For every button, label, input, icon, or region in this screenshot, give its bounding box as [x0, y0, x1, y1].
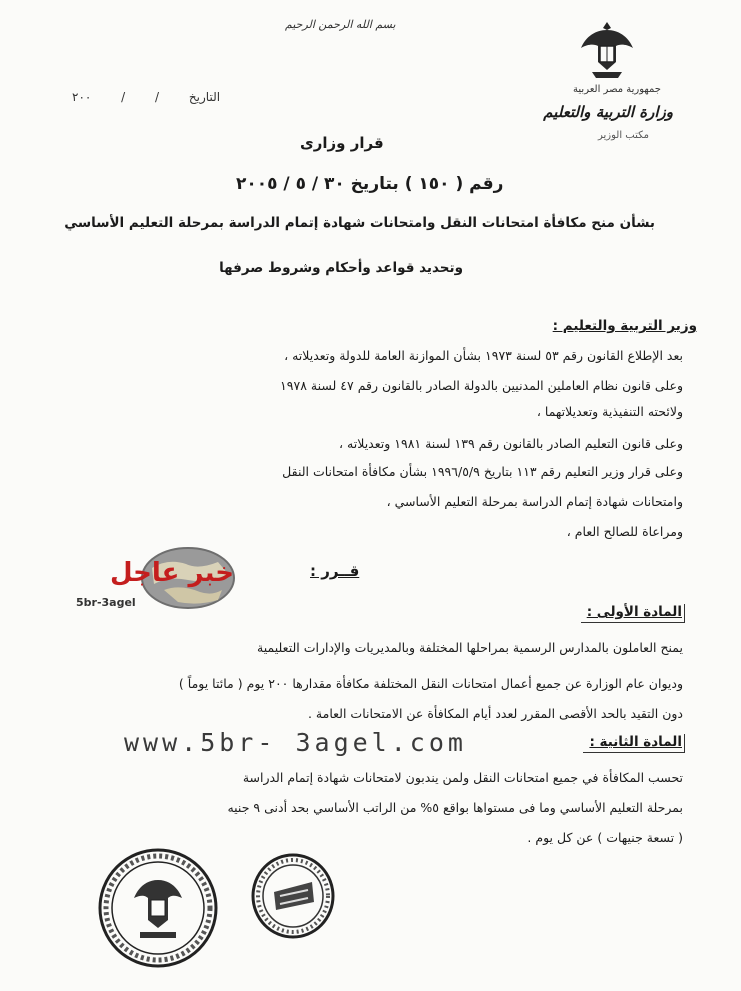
- ministry-country: جمهورية مصر العربية: [573, 84, 661, 95]
- decided-heading: قــرر :: [310, 562, 360, 580]
- preamble-line: وعلى قانون التعليم الصادر بالقانون رقم ١٣٩ لسنة ١٩٨١ وتعديلاته ،: [339, 436, 683, 451]
- article-1-line: يمنح العاملون بالمدارس الرسمية بمراحلها المختلفة وبالمديريات والإدارات التعليمية: [257, 640, 683, 655]
- date-separator: /: [121, 90, 126, 104]
- decision-number: رقم ( ١٥٠ ) بتاريخ ٣٠ / ٥ / ٢٠٠٥: [236, 174, 504, 194]
- article-2-line: بمرحلة التعليم الأساسي وما فى مستواها بواقع ٥% من الراتب الأساسي بحد أدنى ٩ جنيه: [227, 800, 683, 815]
- official-seal-icon: [96, 846, 220, 970]
- basmala: بسم الله الرحمن الرحيم: [285, 18, 396, 31]
- decision-subject: بشأن منح مكافأة امتحانات النقل وامتحانات شهادة إتمام الدراسة بمرحلة التعليم الأساسي: [64, 215, 655, 231]
- ministry-name: وزارة التربية والتعليم: [543, 103, 673, 121]
- watermark-url: www.5br- 3agel.com: [124, 728, 467, 757]
- date-separator: /: [155, 90, 160, 104]
- preamble-line: وعلى قرار وزير التعليم رقم ١١٣ بتاريخ ١٩٩٦/٥/٩ بشأن مكافأة امتحانات النقل: [282, 464, 683, 479]
- preamble-line: ولائحته التنفيذية وتعديلاتهما ،: [536, 404, 683, 419]
- stamp-seal-icon: [250, 852, 336, 940]
- article-1-heading: المادة الأولى :: [581, 604, 685, 623]
- preamble-line: وعلى قانون نظام العاملين المدنيين بالدولة الصادر بالقانون رقم ٤٧ لسنة ١٩٧٨: [280, 378, 683, 393]
- decision-subject: وتحديد قواعد وأحكام وشروط صرفها: [219, 260, 463, 276]
- preamble-line: ومراعاة للصالح العام ،: [566, 524, 683, 539]
- preamble-line: وامتحانات شهادة إتمام الدراسة بمرحلة التعليم الأساسي ،: [386, 494, 683, 509]
- logo-text: خبر عاجل: [109, 558, 235, 588]
- article-2-heading: المادة الثانية :: [583, 734, 685, 753]
- logo-subtext: 5br-3agel: [76, 596, 136, 609]
- article-1-line: وديوان عام الوزارة عن جميع أعمال امتحانات النقل المختلفة مكافأة مقدارها ٢٠٠ يوم ( مائتا يوماً ): [178, 676, 683, 691]
- eagle-emblem-icon: [578, 18, 636, 80]
- article-1-line: دون التقيد بالحد الأقصى المقرر لعدد أيام المكافأة عن الامتحانات العامة .: [307, 706, 683, 721]
- article-2-line: تحسب المكافأة في جميع امتحانات النقل ولمن يندبون لامتحانات شهادة إتمام الدراسة: [242, 770, 683, 785]
- date-line: [46, 90, 220, 104]
- date-label: التاريخ: [188, 90, 221, 104]
- minister-heading: وزير التربية والتعليم :: [552, 318, 697, 334]
- watermark-logo: [68, 544, 278, 616]
- date-year: ٢٠٠: [72, 90, 92, 104]
- decision-title: قرار وزارى: [300, 134, 384, 152]
- article-2-line: ( تسعة جنيهات ) عن كل يوم .: [527, 830, 683, 845]
- preamble-line: بعد الإطلاع القانون رقم ٥٣ لسنة ١٩٧٣ بشأن الموازنة العامة للدولة وتعديلاته ،: [284, 348, 683, 363]
- minister-office: مكتب الوزير: [597, 130, 649, 141]
